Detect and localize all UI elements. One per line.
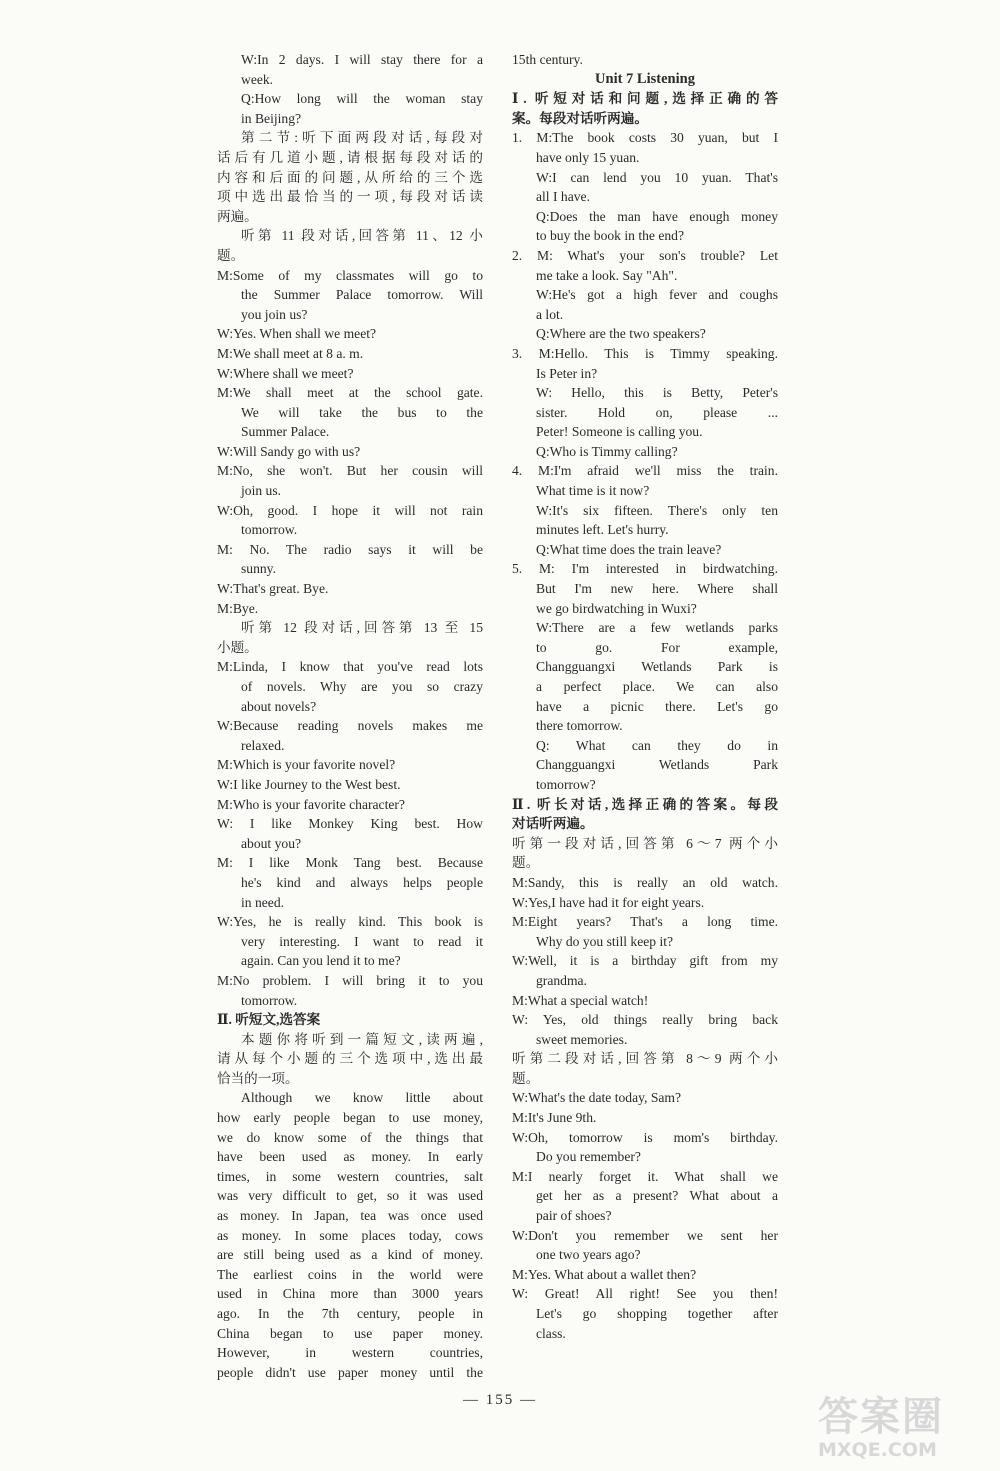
text-line: about you? <box>241 835 302 851</box>
text-line: class. <box>536 1325 566 1341</box>
text-line: tomorrow. <box>241 992 298 1008</box>
text-line: one two years ago? <box>536 1247 641 1263</box>
text-line: 听第一段对话,回答第 6～7 两个小 <box>512 835 778 851</box>
text-line: M:No problem. I will bring it to you <box>217 972 483 988</box>
text-line: Ⅰ. 听短对话和问题,选择正确的答 <box>512 91 778 107</box>
text-line: W:Where shall we meet? <box>217 365 354 381</box>
text-line: Why do you still keep it? <box>536 933 674 949</box>
text-line: 听第 11 段对话,回答第 11、12 小 <box>241 228 483 244</box>
text-line: 15th century. <box>512 52 583 67</box>
text-line: sweet memories. <box>536 1031 628 1047</box>
text-line: W:Oh, tomorrow is mom's birthday. <box>512 1129 778 1145</box>
text-line: M:What a special watch! <box>512 992 649 1008</box>
text-line: was very difficult to get, so it was used <box>217 1188 483 1204</box>
text-line: 4. M:I'm afraid we'll miss the train. <box>512 463 778 479</box>
text-line: 题。 <box>217 247 245 263</box>
text-line: 案。每段对话听两遍。 <box>512 110 648 126</box>
text-line: how early people began to use money, <box>217 1110 483 1126</box>
text-line: M:Bye. <box>217 600 259 616</box>
text-line: M:It's June 9th. <box>512 1110 597 1126</box>
text-line: M:No, she won't. But her cousin will <box>217 463 483 479</box>
watermark-logo <box>818 1395 986 1465</box>
text-line: W:I like Journey to the West best. <box>217 776 401 792</box>
text-line: W:Well, it is a birthday gift from my <box>512 953 778 969</box>
text-line: in Beijing? <box>241 110 302 126</box>
text-line: Peter! Someone is calling you. <box>536 424 703 440</box>
text-line: Unit 7 Listening <box>595 70 695 87</box>
text-line: join us. <box>241 483 282 499</box>
text-line: M:Yes. What about a wallet then? <box>512 1266 697 1282</box>
text-line: What time is it now? <box>536 483 650 499</box>
text-line: W:Don't you remember we sent her <box>512 1227 778 1243</box>
text-line: M:Sandy, this is really an old watch. <box>512 874 778 890</box>
text-line: 项中选出最恰当的一项,每段对话读 <box>217 189 483 205</box>
text-line: 听第 12 段对话,回答第 13 至 15 <box>241 620 483 636</box>
right-column <box>512 50 778 1343</box>
text-line: M:Which is your favorite novel? <box>217 757 396 773</box>
text-line: W: I like Monkey King best. How <box>217 816 483 832</box>
text-line: a lot. <box>536 306 564 322</box>
text-line: W: Yes, old things really bring back <box>512 1012 778 1028</box>
text-line: to buy the book in the end? <box>536 228 684 244</box>
text-line: pair of shoes? <box>536 1208 612 1224</box>
text-line: Summer Palace. <box>241 424 330 440</box>
text-line: very interesting. I want to read it <box>241 933 483 949</box>
text-line: M:We shall meet at 8 a. m. <box>217 345 364 361</box>
text-line: have only 15 yuan. <box>536 149 640 165</box>
text-line: Ⅱ. 听长对话,选择正确的答案。每段 <box>512 796 778 812</box>
text-line: me take a look. Say "Ah". <box>536 267 678 283</box>
text-line: W:In 2 days. I will stay there for a <box>241 52 483 67</box>
text-line: the Summer Palace tomorrow. Will <box>241 287 483 303</box>
text-line: 题。 <box>512 1070 540 1086</box>
text-line: 内容和后面的问题,从所给的三个选 <box>217 169 483 185</box>
text-line: week. <box>241 71 274 87</box>
text-line: again. Can you lend it to me? <box>241 953 401 969</box>
text-line: Q:Where are the two speakers? <box>536 326 706 342</box>
text-line: However, in western countries, <box>217 1345 483 1361</box>
text-line: to go. For example, <box>536 639 778 655</box>
text-line: a perfect place. We can also <box>536 679 778 694</box>
text-line: W:I can lend you 10 yuan. That's <box>536 169 778 185</box>
left-column <box>217 50 483 1382</box>
page-number: — 155 — <box>463 1392 537 1408</box>
text-line: 恰当的一项。 <box>217 1070 299 1086</box>
text-line: 两遍。 <box>217 208 258 224</box>
text-line: W:That's great. Bye. <box>217 581 329 597</box>
text-line: W: Great! All right! See you then! <box>512 1286 778 1302</box>
text-line: 对话听两遍。 <box>512 816 594 832</box>
text-line: people didn't use paper money until the <box>217 1364 483 1380</box>
text-line: in need. <box>241 894 285 910</box>
text-line: as money. In Japan, tea was once used <box>217 1208 483 1224</box>
text-line: Is Peter in? <box>536 365 598 381</box>
text-line: 本题你将听到一篇短文,读两遍, <box>241 1031 483 1047</box>
text-line: But I'm new here. Where shall <box>536 581 778 597</box>
text-line: times, in some western countries, salt <box>217 1168 483 1184</box>
text-line: have been used as money. In early <box>217 1149 483 1165</box>
text-line: there tomorrow. <box>536 718 623 734</box>
text-line: minutes left. Let's hurry. <box>536 522 669 538</box>
watermark-site-text: MXQE.COM <box>818 1439 937 1461</box>
text-line: W:There are a few wetlands parks <box>536 620 778 636</box>
text-line: M: I like Monk Tang best. Because <box>217 855 483 871</box>
text-line: W:He's got a high fever and coughs <box>536 287 778 303</box>
text-line: Although we know little about <box>241 1090 483 1106</box>
text-line: M:Who is your favorite character? <box>217 796 405 812</box>
text-line: Q:Does the man have enough money <box>536 208 778 224</box>
text-line: as money. In some places today, cows <box>217 1227 483 1243</box>
text-line: relaxed. <box>241 737 285 753</box>
text-line: sunny. <box>241 561 276 577</box>
text-line: 听第二段对话,回答第 8～9 两个小 <box>512 1051 778 1067</box>
text-line: all I have. <box>536 189 590 205</box>
text-line: 5. M: I'm interested in birdwatching. <box>512 561 778 577</box>
text-line: Do you remember? <box>536 1149 641 1165</box>
text-line: W:What's the date today, Sam? <box>512 1090 682 1106</box>
text-line: China began to use paper money. <box>217 1325 483 1341</box>
text-line: 1. M:The book costs 30 yuan, but I <box>512 130 778 146</box>
text-line: we do know some of the things that <box>217 1129 483 1145</box>
text-line: tomorrow? <box>536 776 596 792</box>
text-line: 3. M:Hello. This is Timmy speaking. <box>512 345 778 361</box>
text-line: 题。 <box>512 855 540 871</box>
text-line: Changguangxi Wetlands Park is <box>536 659 778 675</box>
text-line: grandma. <box>536 972 587 988</box>
text-line: Let's go shopping together after <box>536 1306 778 1321</box>
text-line: 小题。 <box>217 639 258 655</box>
text-line: W:Oh, good. I hope it will not rain <box>217 502 483 518</box>
text-line: We will take the bus to the <box>241 404 483 420</box>
text-line: M: No. The radio says it will be <box>217 541 483 557</box>
text-line: W:Yes, he is really kind. This book is <box>217 914 483 930</box>
text-line: The earliest coins in the world were <box>217 1266 483 1282</box>
text-line: we go birdwatching in Wuxi? <box>536 600 697 616</box>
text-line: used in China more than 3000 years <box>217 1286 483 1302</box>
text-line: of novels. Why are you so crazy <box>241 679 483 694</box>
text-line: M:I nearly forget it. What shall we <box>512 1168 778 1184</box>
text-line: get her as a present? What about a <box>536 1188 778 1204</box>
text-line: Q:How long will the woman stay <box>241 91 483 107</box>
text-line: M:We shall meet at the school gate. <box>217 385 483 401</box>
text-line: Q:Who is Timmy calling? <box>536 443 678 459</box>
text-line: Changguangxi Wetlands Park <box>536 757 778 773</box>
text-line: 话后有几道小题,请根据每段对话的 <box>217 149 483 165</box>
text-line: W:Yes,I have had it for eight years. <box>512 894 705 910</box>
text-line: ago. In the 7th century, people in <box>217 1306 483 1321</box>
text-line: have a picnic there. Let's go <box>536 698 778 714</box>
text-line: Ⅱ. 听短文,选答案 <box>217 1012 321 1028</box>
text-line: W: Hello, this is Betty, Peter's <box>536 385 778 401</box>
text-line: are still being used as a kind of money. <box>217 1247 483 1263</box>
text-line: Q: What can they do in <box>536 737 778 753</box>
text-line: tomorrow. <box>241 522 298 538</box>
text-line: W:It's six fifteen. There's only ten <box>536 502 778 518</box>
text-line: 2. M: What's your son's trouble? Let <box>512 247 778 263</box>
text-line: he's kind and always helps people <box>241 874 483 890</box>
text-line: W:Yes. When shall we meet? <box>217 326 377 342</box>
text-line: W:Because reading novels makes me <box>217 718 483 734</box>
text-line: you join us? <box>241 306 308 322</box>
text-line: 第二节:听下面两段对话,每段对 <box>241 130 483 146</box>
watermark-logo-text: 答案圈 <box>818 1394 944 1440</box>
text-line: M:Some of my classmates will go to <box>217 267 483 283</box>
text-line: about novels? <box>241 698 317 714</box>
text-line: W:Will Sandy go with us? <box>217 443 361 459</box>
text-line: Q:What time does the train leave? <box>536 541 722 557</box>
text-line: M:Eight years? That's a long time. <box>512 914 778 930</box>
text-line: sister. Hold on, please ... <box>536 404 778 420</box>
text-line: 请从每个小题的三个选项中,选出最 <box>217 1051 483 1067</box>
text-line: M:Linda, I know that you've read lots <box>217 659 483 675</box>
